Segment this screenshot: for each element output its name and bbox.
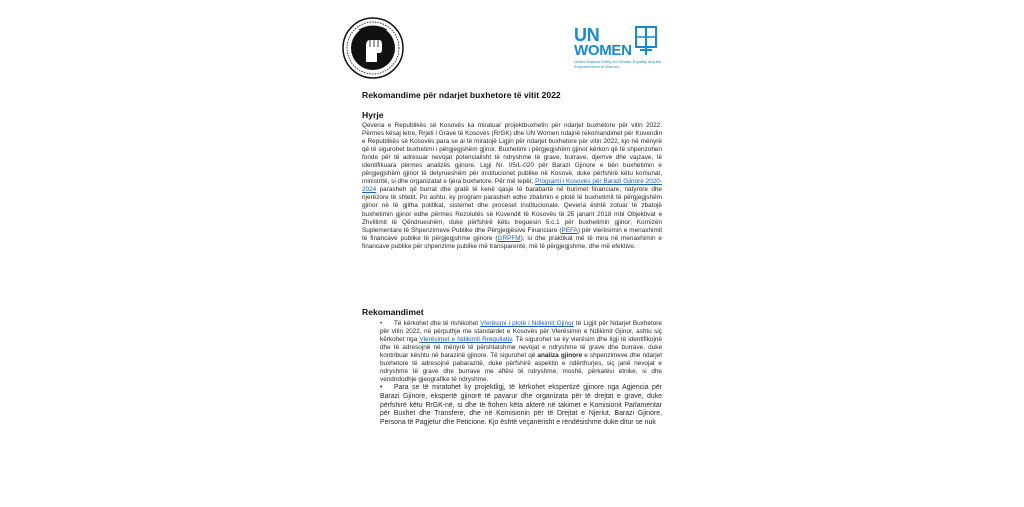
document-title: Rekomandime për ndarjet buxhetore të vitit 2022 <box>362 90 561 100</box>
gender-impact-assessment-link[interactable]: Vlerësimi i plotë i Ndikimit Gjinor <box>480 320 574 327</box>
intro-text-part3: ) për vlerësimin e menaxhimit të financave publike të përgjegjshme gjinore ( <box>362 226 662 242</box>
rec1-text-a: Të kërkohet dhe të rishikohet <box>394 320 481 327</box>
un-women-emblem-icon <box>635 26 657 56</box>
un-women-logo <box>574 26 666 76</box>
rec2-text: Para se të miratohet ky projektligj, të kërkohet ekspertizë gjinore nga Agjencia për Barazi Gjinore, ekspertë gjinorë të pavarur dhe organizata për të drejtat e grave, duke përfshirë këtu RrGK-në, si dhe të ftohen këta akterë në takimet e Komisionit Parlamentar për Buxhet dhe Transfere, dhe në Komisionin për të Drejtat e Njeriut, Barazi Gjinore, Persona të Pagjetur dhe Peticione. Kjo është veçanërisht e rëndësishme duke ditur se nuk <box>380 384 662 426</box>
un-women-tagline: United Nations Entity for Gender Equality and the Empowerment of Women <box>574 59 662 69</box>
kwn-logo <box>341 16 405 80</box>
intro-text-part4: ); si dhe praktikat më të mira në menaxhimin e financave publike për shpenzime publike më transparente, më të përgjegjshme, dhe më efektive. <box>362 234 662 250</box>
intro-paragraph <box>362 122 662 251</box>
recommendations-list <box>380 320 662 427</box>
intro-text-part2: parasheh që burrat dhe gratë të kenë qasje të barabartë në burimet financiare, natyrore dhe njerëzore të shtetit. Po ashtu, ky program parasheh edhe zbatimin e plotë të buxhetimit të përgjegjshëm gjinor në të gjitha politikat, sistemet dhe proceset institucionale. Qeveria është zotuar të zbatojë buxhetimin gjinor edhe përmes Rezolutës së Kuvendit të Kosovës të 25 janarit 2018 mbi Objektivat e Zhvillimit të Qëndrueshëm, duke përfshirë këtu treguesin 5.c.1 për buxhetimin gjinor; Kornizën Suplementare të Shpenzimeve Publike dhe Përgjegjësive Financiare ( <box>362 186 662 234</box>
bullet: • <box>380 320 383 327</box>
raised-fist-seal-icon <box>341 16 405 80</box>
un-women-wordmark <box>574 26 632 57</box>
pefa-link[interactable]: PEFA <box>561 226 578 234</box>
program-gender-equality-link[interactable]: Programi i Kosovës për Barazi Gjinore 2020-2024 <box>362 178 662 194</box>
un-women-line1: UN <box>574 25 600 45</box>
list-item <box>380 384 662 427</box>
grpfm-link[interactable]: GRPFM <box>497 234 521 242</box>
list-item <box>380 320 662 384</box>
intro-text-part1: Qeveria e Republikës së Kosovës ka miratuar projektbuxhetin për ndarjet buxhetore për vitin 2022. Përmes kësaj letre, Rrjeti i Grave të Kosovës (RrGK) dhe UN Women ndajnë rekomandimet për Kuvendin e Republikës së Kosovës para se ai të miratojë Ligjin për ndarjet buxhetore për vitin 2022, kjo në mënyrë që të sigurohet buxhetimi i përgjegjshëm gjinor. Buxhetimi i përgjegjshëm gjinor kërkon që të shpenzohen fonde për të adresuar nevojat potencialisht të ndryshme të grave, burrave, djemve dhe vajzave, të identifikuara përmes analizës gjinore. Ligji Nr. 05/L-020 për Barazi Gjinore e bën buxhetimin e përgjegjshëm gjinor të detyrueshëm për institucionet publike në Kosovë, duke përfshirë këtu komunat, ministritë, si dhe organizatat e tjera buxhetore. Për më tepër, <box>362 122 662 186</box>
rec1-text-d: e shpenzimeve dhe ndarjet buxhetore të adresojnë pabarazitë, duke përfshirë aspektin e ndërthurjes, siç janë nevojat e ndryshme të grave dhe burrave me aftësi të ndryshme, moshë, përkatësi etnike, si dhe vendndodhje gjeografike të ndryshme. <box>380 352 662 384</box>
intro-heading: Hyrje <box>362 110 384 120</box>
bullet: • <box>380 384 383 392</box>
rec1-text-c: . Të sigurohet se ky vlerësim dhe ligji të identifikojnë dhe të adresojnë në mënyrë të përshtatshme nevojat e ndryshme të grave dhe burrave, duke kontribuar kështu në barazinë gjinore. Të sigurohet që <box>380 336 662 360</box>
rec1-bold-text: analiza gjinore <box>537 352 583 360</box>
un-women-line2: WOMEN <box>574 42 632 59</box>
recommendations-heading: Rekomandimet <box>362 307 424 317</box>
rec1-text-b: të Ligjit për Ndarjet Buxhetore për vitin 2022, në përputhje me standardet e Kosovës për Vlerësimin e Ndikimit Gjinor, ashtu siç kërkohet nga <box>380 320 662 344</box>
regulatory-impact-assessment-link[interactable]: Vlerësimet e Ndikimit Rregullativ <box>419 336 512 344</box>
